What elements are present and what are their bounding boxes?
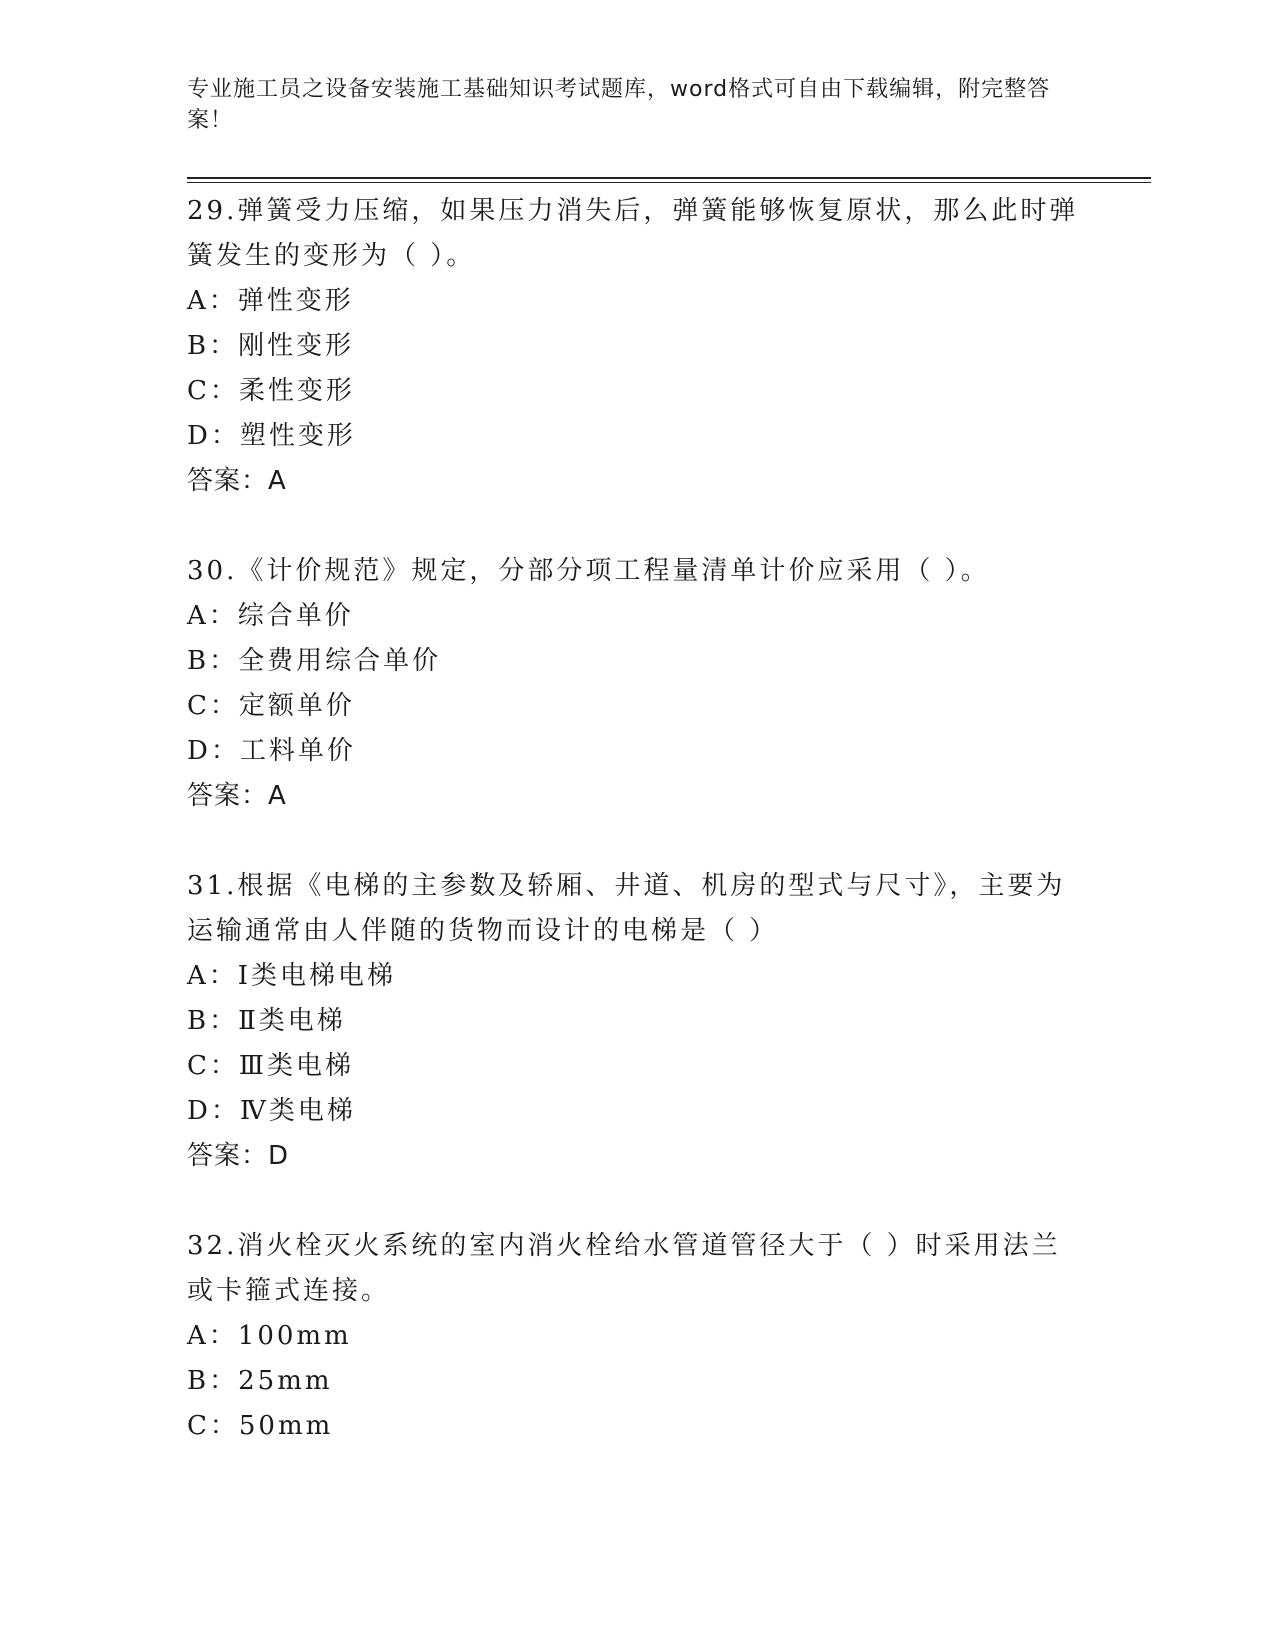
answer: 答案：A [187, 781, 287, 811]
option-a: A：弹性变形 [187, 286, 354, 316]
header-divider-thin [187, 182, 1151, 183]
option-c: C：柔性变形 [187, 376, 355, 406]
option-d: D：Ⅳ类电梯 [187, 1096, 356, 1126]
option-c: C：50mm [187, 1411, 334, 1441]
question-29 [187, 189, 1087, 504]
option-b: B：25mm [187, 1366, 333, 1396]
option-a: A：综合单价 [187, 601, 354, 631]
option-b: B：刚性变形 [187, 331, 355, 361]
header-divider [187, 177, 1151, 179]
option-d: D：塑性变形 [187, 421, 356, 451]
option-a: A：Ⅰ类电梯电梯 [187, 961, 397, 991]
question-stem: 30.《计价规范》规定，分部分项工程量清单计价应采用（ ）。 [187, 556, 990, 586]
question-32 [187, 1224, 1087, 1449]
question-31 [187, 864, 1087, 1179]
option-b: B：全费用综合单价 [187, 646, 442, 676]
answer: 答案：A [187, 466, 287, 496]
question-stem: 29.弹簧受力压缩，如果压力消失后，弹簧能够恢复原状，那么此时弹簧发生的变形为（ ）。 [187, 196, 1079, 271]
option-a: A：100mm [187, 1321, 352, 1351]
page-header: 专业施工员之设备安装施工基础知识考试题库，word格式可自由下载编辑，附完整答案！ [187, 77, 1051, 133]
option-c: C：定额单价 [187, 691, 355, 721]
option-b: B：Ⅱ类电梯 [187, 1006, 346, 1036]
option-c: C：Ⅲ类电梯 [187, 1051, 354, 1081]
question-30 [187, 549, 1087, 819]
question-stem: 32.消火栓灭火系统的室内消火栓给水管道管径大于（ ）时采用法兰或卡箍式连接。 [187, 1231, 1061, 1306]
question-list [187, 189, 1087, 1494]
question-stem: 31.根据《电梯的主参数及轿厢、井道、机房的型式与尺寸》，主要为运输通常由人伴随的货物而设计的电梯是（ ） [187, 871, 1066, 946]
option-d: D：工料单价 [187, 736, 356, 766]
answer: 答案：D [187, 1141, 290, 1171]
